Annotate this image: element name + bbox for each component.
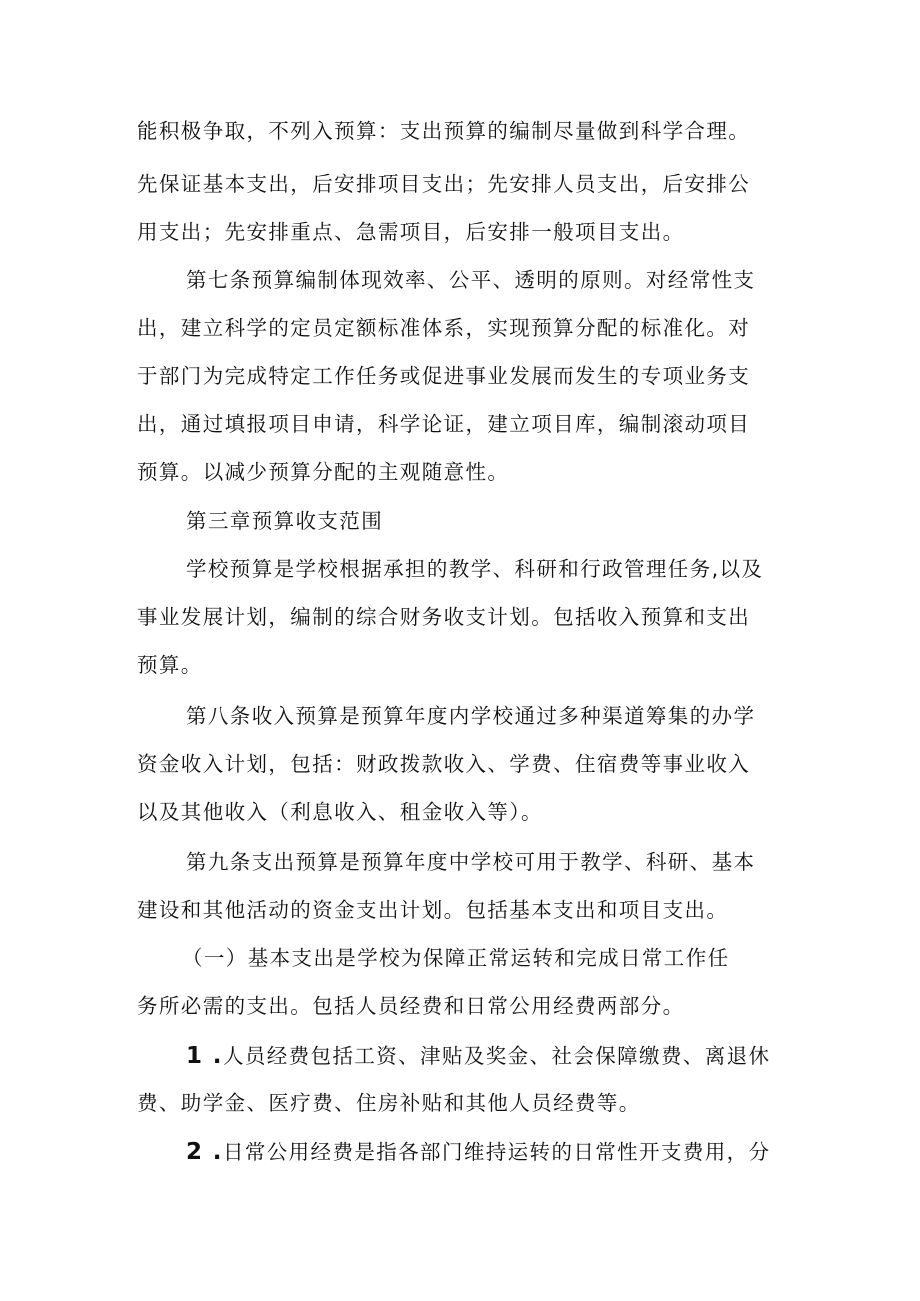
section-1-first-line: （一）基本支出是学校为保障正常运转和完成日常工作任 xyxy=(182,946,730,970)
paragraph-line: 建设和其他活动的资金支出计划。包括基本支出和项目支出。 xyxy=(137,898,729,922)
paragraph-line: 用支出；先安排重点、急需项目，后安排一般项目支出。 xyxy=(137,220,685,244)
list-item-1 xyxy=(186,1045,789,1068)
paragraph-line: 费、助学金、医疗费、住房补贴和其他人员经费等。 xyxy=(137,1091,641,1115)
list-item-2 xyxy=(186,1141,789,1164)
paragraph-line: 资金收入计划，包括：财政拨款收入、学费、住宿费等事业收入 xyxy=(137,752,751,776)
paragraph-line: 先保证基本支出，后安排项目支出；先安排人员支出，后安排公 xyxy=(137,172,751,196)
paragraph-line: 预算。以减少预算分配的主观随意性。 xyxy=(137,460,510,484)
paragraph-line: 出，建立科学的定员定额标准体系，实现预算分配的标准化。对 xyxy=(137,316,751,340)
list-item-text: 日常公用经费是指各部门维持运转的日常性开支费用，分 xyxy=(222,1140,771,1164)
paragraph-line: 事业发展计划，编制的综合财务收支计划。包括收入预算和支出 xyxy=(137,605,751,629)
list-number: 1 . xyxy=(186,1043,223,1069)
chapter-3-heading: 第三章预算收支范围 xyxy=(186,509,384,533)
list-item-text: 人员经费包括工资、津贴及奖金、社会保障缴费、离退休 xyxy=(222,1044,771,1068)
paragraph-line: 于部门为完成特定工作任务或促进事业发展而发生的专项业务支 xyxy=(137,364,751,388)
list-number: 2 . xyxy=(186,1139,223,1165)
article-9-first-line: 第九条支出预算是预算年度中学校可用于教学、科研、基本 xyxy=(186,850,756,874)
paragraph-line: 务所必需的支出。包括人员经费和日常公用经费两部分。 xyxy=(137,994,685,1018)
paragraph-line: 能积极争取，不列入预算：支出预算的编制尽量做到科学合理。 xyxy=(137,119,751,143)
paragraph-line: 出，通过填报项目申请，科学论证，建立项目库，编制滚动项目 xyxy=(137,412,751,436)
paragraph-line: 预算。 xyxy=(137,653,203,677)
article-8-first-line: 第八条收入预算是预算年度内学校通过多种渠道筹集的办学 xyxy=(186,704,756,728)
paragraph-first-line: 学校预算是学校根据承担的教学、科研和行政管理任务,以及 xyxy=(186,557,764,581)
paragraph-line: 以及其他收入（利息收入、租金收入等）。 xyxy=(137,800,543,824)
article-7-first-line: 第七条预算编制体现效率、公平、透明的原则。对经常性支 xyxy=(186,268,756,292)
